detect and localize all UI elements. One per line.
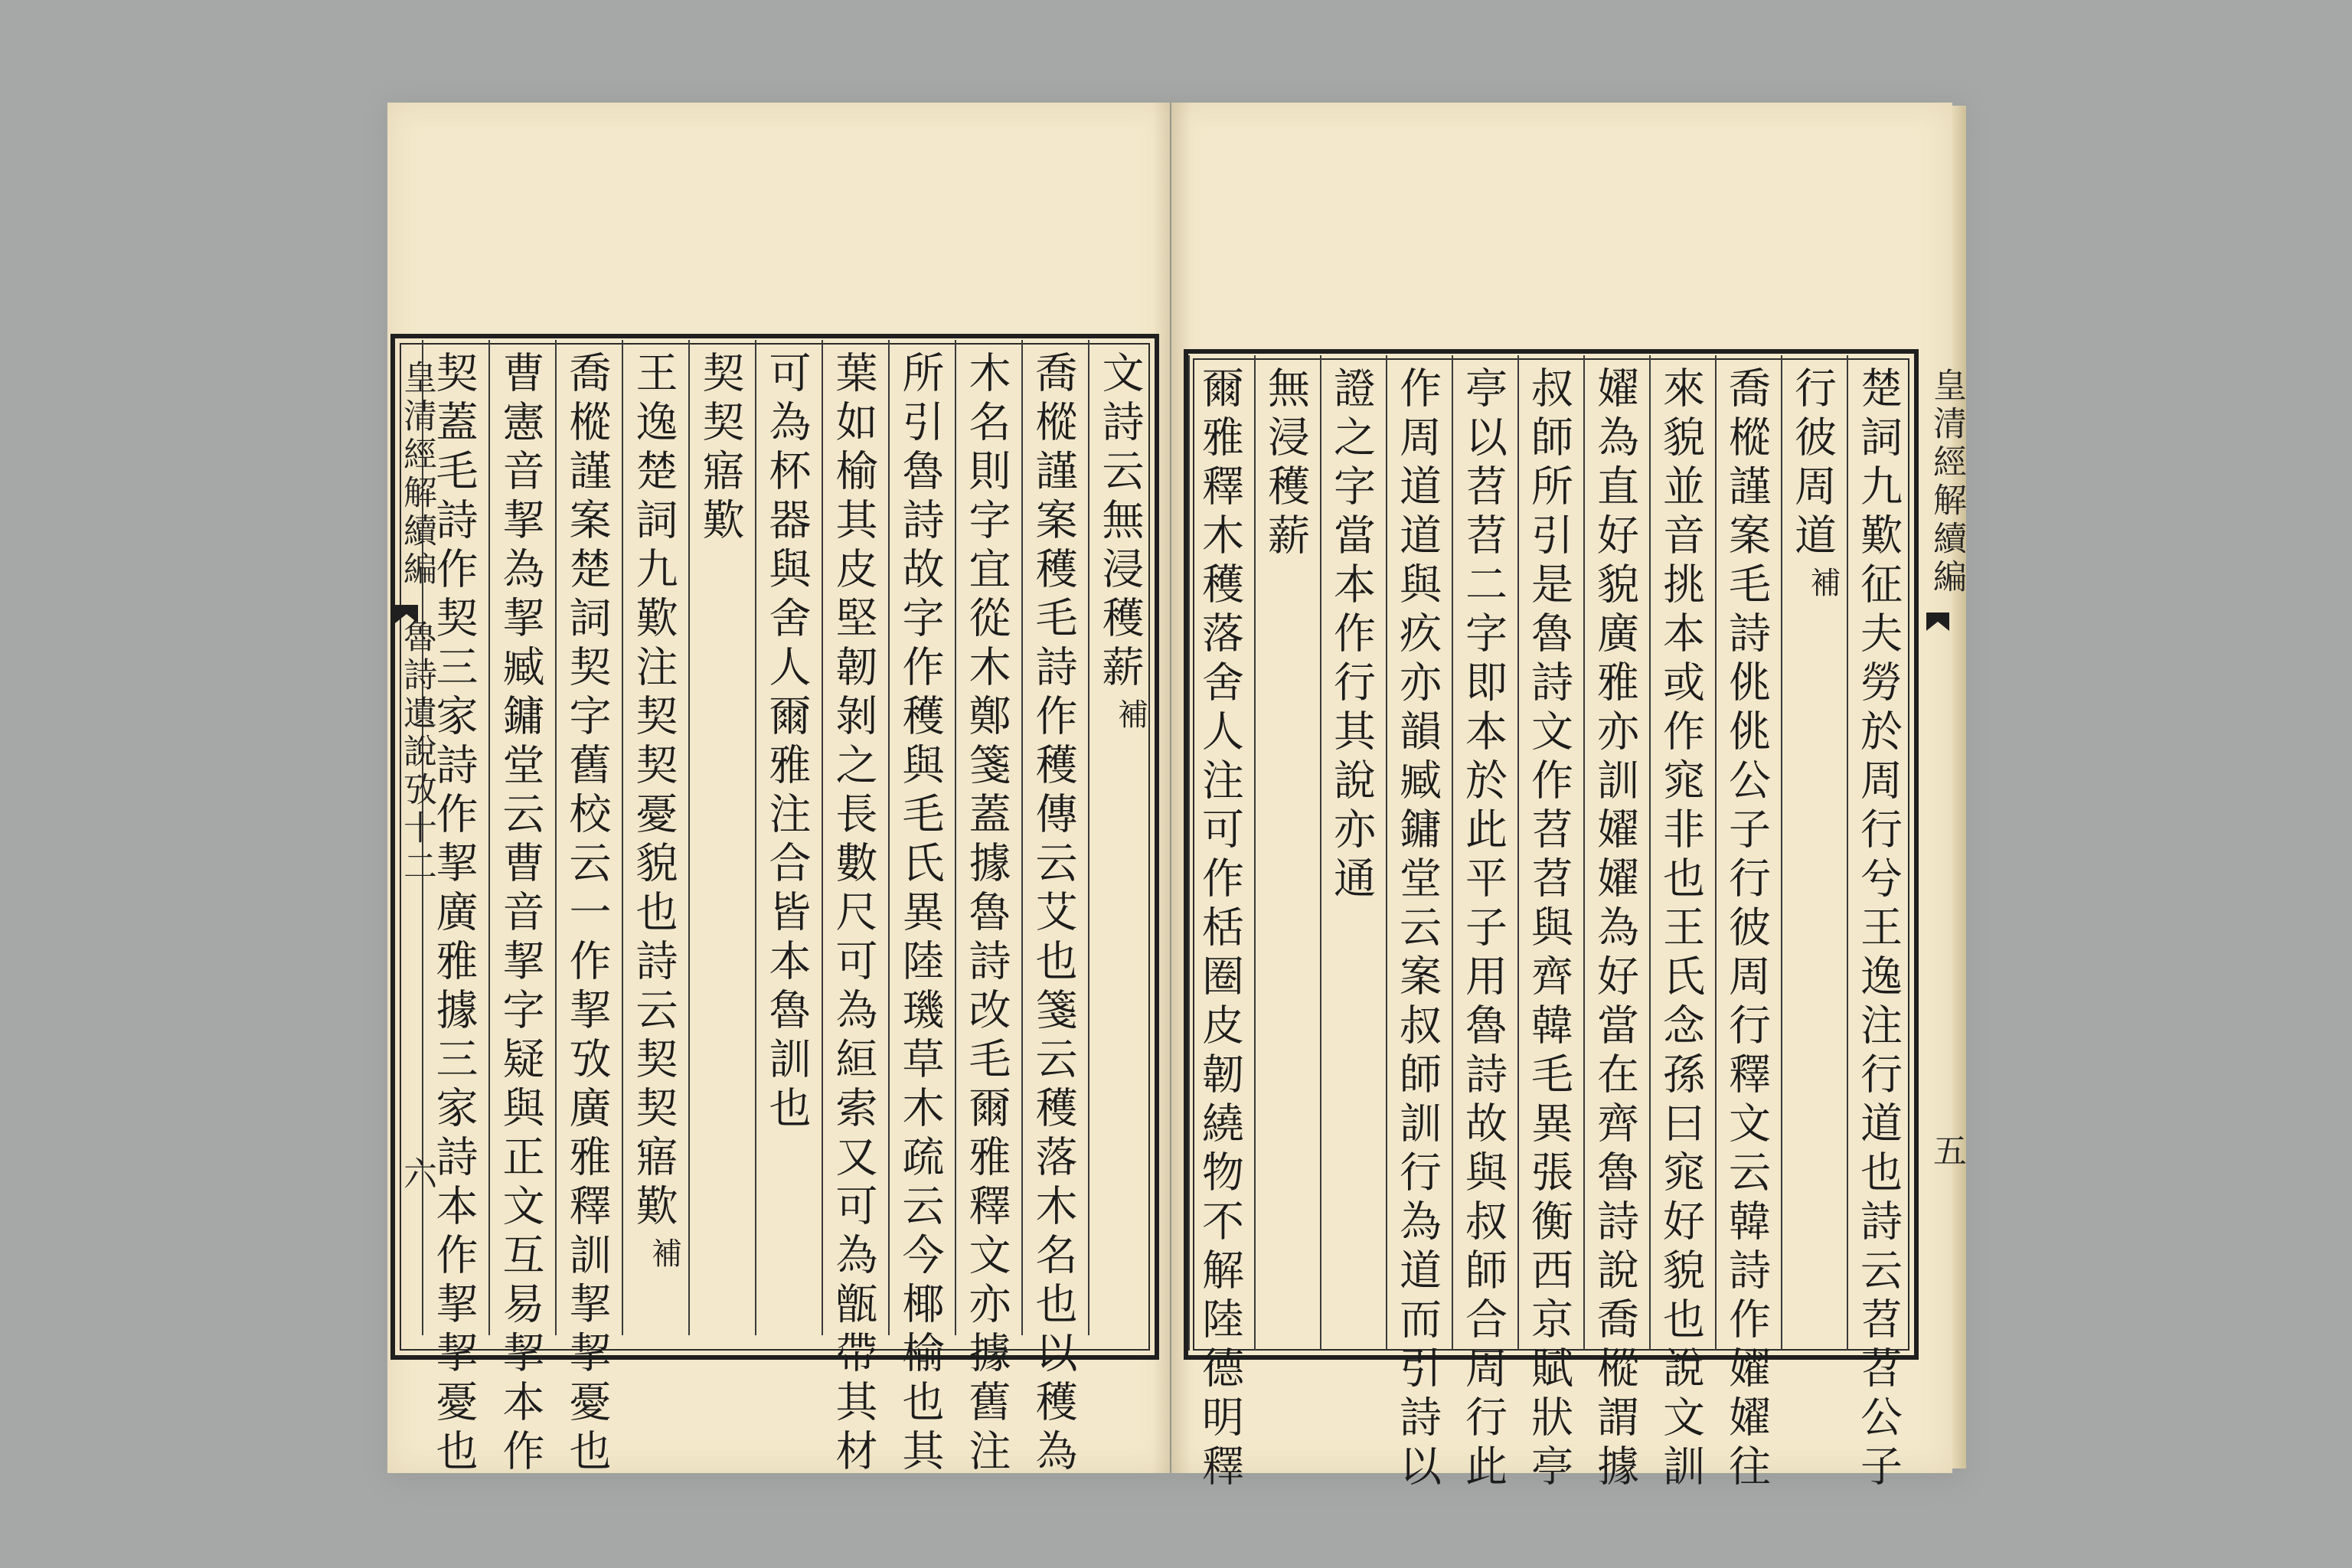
text-column: 無浸穫薪 [1261,366,1310,562]
text-column: 爾雅釋木穫落舍人注可作栝圈皮韌繞物不解陸德明釋 [1195,366,1244,1493]
right-margin-title: 皇清經解續編 [1927,368,1966,597]
text-column: 葉如榆其皮堅韌剝之長數尺可為絙索又可為甑帶其材 [828,351,878,1478]
text-column: 喬樅謹案毛詩佻佻公子行彼周行釋文云韓詩作嬥嬥往 [1722,366,1771,1493]
column-rule [1649,355,1651,1351]
text-column: 文詩云無浸穫薪 [1095,351,1145,694]
column-rule [1781,355,1782,1351]
column-rule [688,340,690,1335]
column-rule [1088,340,1089,1335]
left-fishtail-mark [395,605,418,623]
page-stack-edge [1952,106,1966,1468]
right-fishtail-mark [1926,612,1949,631]
text-column: 來貌並音挑本或作窕非也王氏念孫曰窕好貌也說文訓 [1656,366,1705,1493]
annotation-note: 補 [1112,698,1148,732]
left-margin-title: 皇清經解續編 [397,360,436,590]
left-folio-number: 六 [397,1156,436,1194]
annotation-note: 補 [1805,567,1841,600]
annotation-note: 補 [646,1237,682,1271]
column-rule [955,340,956,1335]
right-folio-number: 五 [1927,1133,1966,1171]
column-rule [1715,355,1717,1351]
text-column: 行彼周道 [1788,366,1837,562]
column-rule [1320,355,1321,1351]
column-rule [555,340,557,1335]
text-column: 亭以苕苕二字即本於此平子用魯詩故與叔師合周行此 [1459,366,1508,1493]
column-rule [888,340,890,1335]
column-rule [488,340,490,1335]
text-column: 可為杯器與舍人爾雅注合皆本魯訓也 [762,351,812,1135]
text-column: 所引魯詩故字作穫與毛氏異陸璣草木疏云今椰榆也其 [895,351,945,1478]
text-column: 作周道道與疚亦韻臧鏞堂云案叔師訓行為道而引詩以 [1393,366,1442,1493]
text-column: 木名則字宜從木鄭箋蓋據魯詩改毛爾雅釋文亦據舊注 [962,351,1011,1478]
column-rule [1517,355,1519,1351]
text-column: 王逸楚詞九歎注契契憂貌也詩云契契寤歎 [629,351,678,1233]
text-column: 喬樅謹案楚詞契字舊校云一作挈攷廣雅釋訓挈挈憂也 [562,351,612,1478]
text-column: 曹憲音挈為挈臧鏞堂云曹音挈字疑與正文互易挈本作 [495,351,545,1478]
column-rule [1386,355,1387,1351]
column-rule [1847,355,1848,1351]
text-column: 證之字當本作行其說亦通 [1327,366,1376,905]
text-column: 喬樅謹案穫毛詩作穫傳云艾也箋云穫落木名也以穫為 [1028,351,1078,1478]
column-rule [1452,355,1453,1351]
text-column: 叔師所引是魯詩文作苕苕與齊韓毛異張衡西京賦狀亭 [1524,366,1573,1493]
column-rule [822,340,823,1335]
column-rule [1188,355,1190,1351]
column-rule [1583,355,1585,1351]
text-column: 契契寤歎 [695,351,745,547]
column-rule [1021,340,1023,1335]
text-column: 契蓋毛詩作契三家詩作挈廣雅據三家詩本作挈挈憂也 [429,351,479,1478]
left-margin-subtitle: 魯詩遺說攷十二 [397,619,436,887]
column-rule [755,340,756,1335]
text-column: 嬥為直好貌廣雅亦訓嬥嬥為好當在齊魯詩說喬樅謂據 [1590,366,1639,1493]
text-column: 楚詞九歎征夫勞於周行兮王逸注行道也詩云苕苕公子 [1854,366,1903,1493]
column-rule [622,340,623,1335]
column-rule [1254,355,1256,1351]
